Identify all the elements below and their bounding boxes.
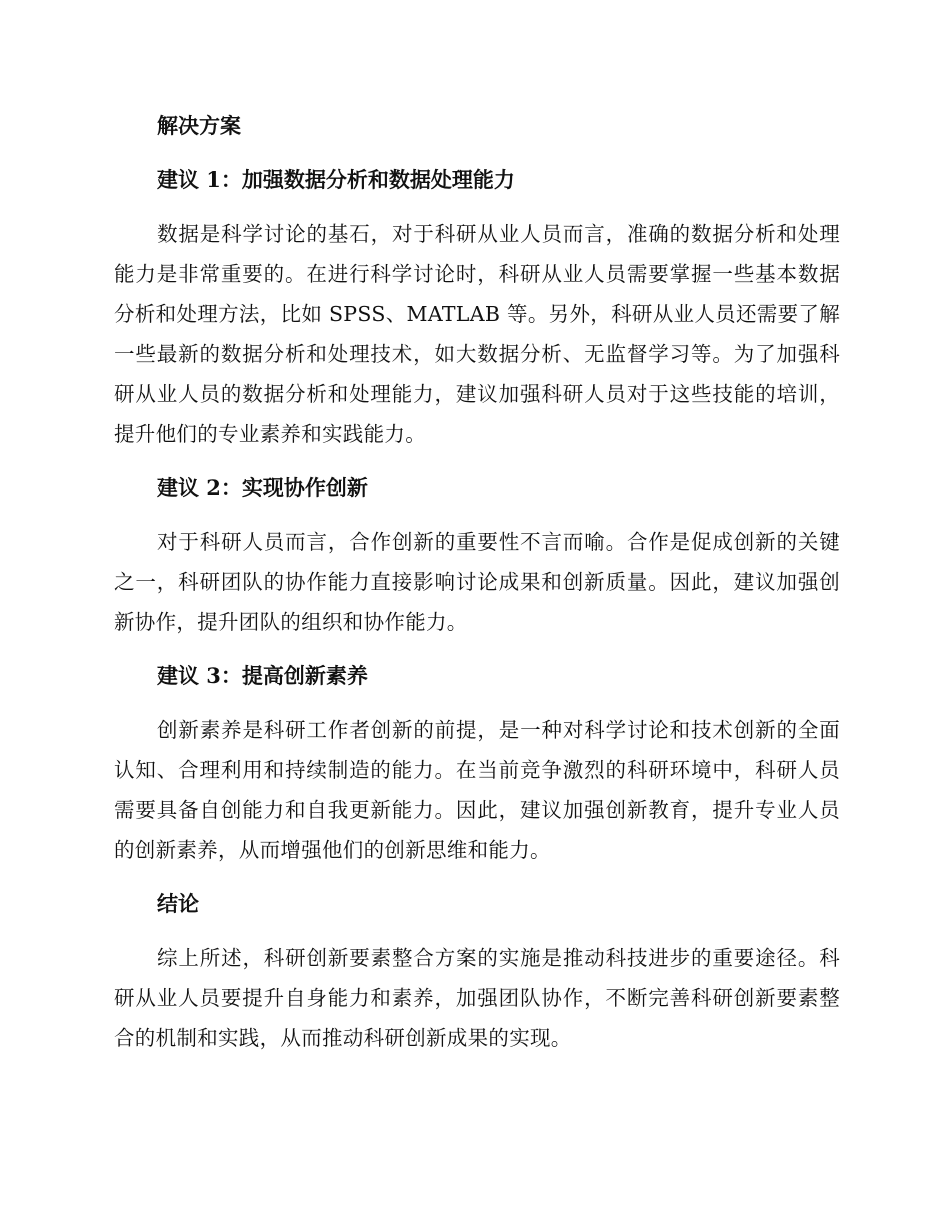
document-page bbox=[114, 106, 840, 1072]
section-heading-suggestion-2: 建议 2：实现协作创新 bbox=[157, 475, 368, 500]
section-heading-suggestion-1: 建议 1：加强数据分析和数据处理能力 bbox=[157, 167, 515, 192]
paragraph-suggestion-1: 数据是科学讨论的基石，对于科研从业人员而言，准确的数据分析和处理能力是非常重要的。在进行科学讨论时，科研从业人员需要掌握一些基本数据分析和处理方法，比如 SPSS、MATLAB 等。另外，科研从业人员还需要了解一些最新的数据分析和处理技术，如大数据分析、无监督学习等。为了加强科研从业人员的数据分析和处理能力，建议加强科研人员对于这些技能的培训，提升他们的专业素养和实践能力。 bbox=[114, 222, 840, 446]
paragraph-suggestion-2: 对于科研人员而言，合作创新的重要性不言而喻。合作是促成创新的关键之一，科研团队的协作能力直接影响讨论成果和创新质量。因此，建议加强创新协作，提升团队的组织和协作能力。 bbox=[114, 530, 840, 634]
section-heading-solutions: 解决方案 bbox=[157, 113, 241, 138]
section-heading-conclusion: 结论 bbox=[157, 891, 199, 916]
paragraph-suggestion-3: 创新素养是科研工作者创新的前提，是一种对科学讨论和技术创新的全面认知、合理利用和持续制造的能力。在当前竞争激烈的科研环境中，科研人员需要具备自创能力和自我更新能力。因此，建议加强创新教育，提升专业人员的创新素养，从而增强他们的创新思维和能力。 bbox=[114, 718, 840, 862]
paragraph-conclusion: 综上所述，科研创新要素整合方案的实施是推动科技进步的重要途径。科研从业人员要提升自身能力和素养，加强团队协作，不断完善科研创新要素整合的机制和实践，从而推动科研创新成果的实现。 bbox=[114, 946, 840, 1050]
section-heading-suggestion-3: 建议 3：提高创新素养 bbox=[157, 663, 368, 688]
